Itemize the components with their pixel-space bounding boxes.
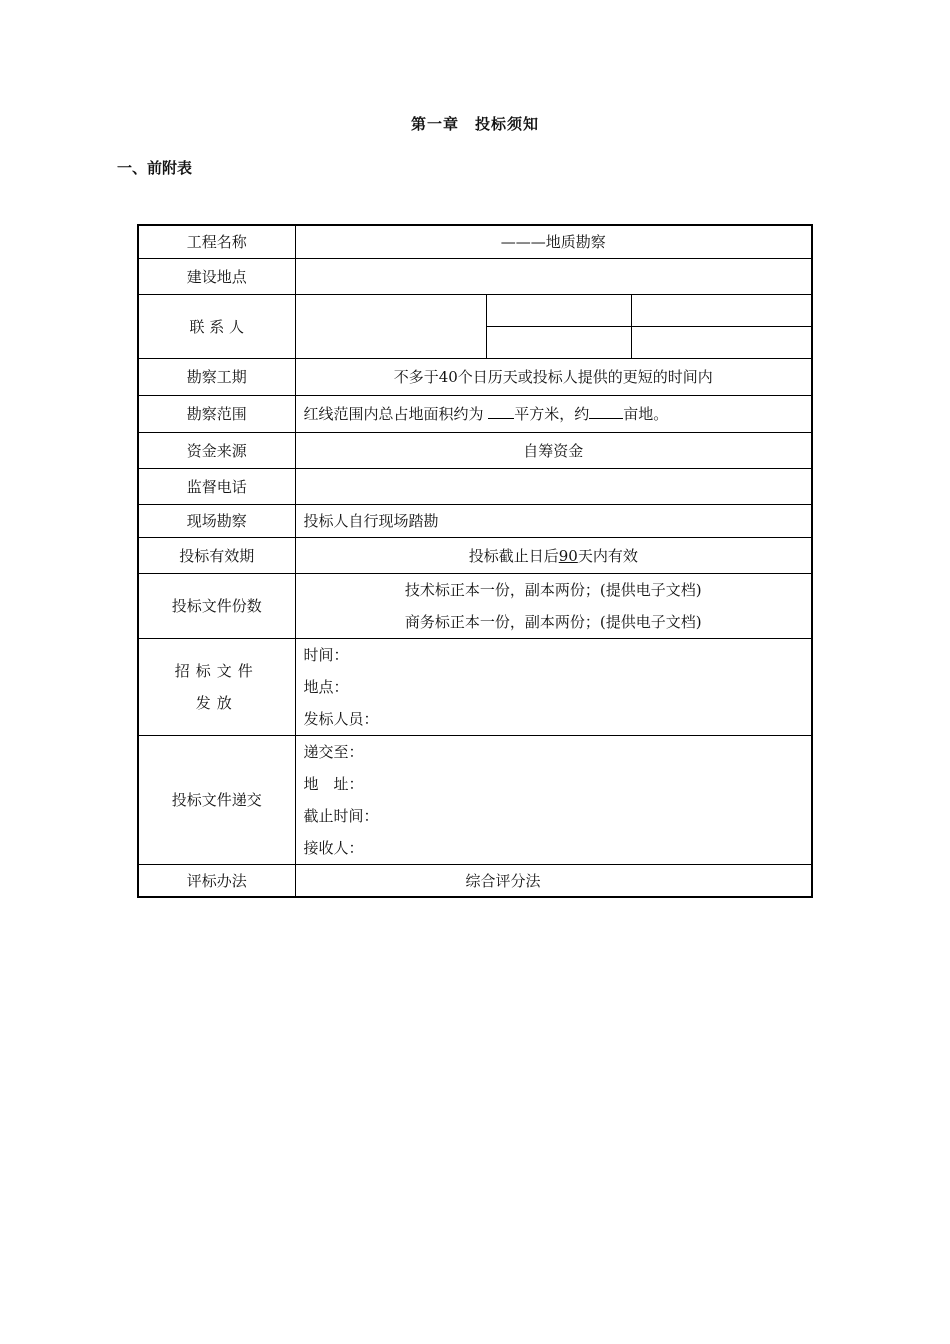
contact-cell-5: [631, 326, 812, 358]
label-location: 建设地点: [138, 258, 295, 294]
label-distribution-line1: 招标文件: [174, 661, 259, 680]
scope-prefix: 红线范围内总占地面积约为: [303, 405, 489, 423]
distribution-place: 地点：: [303, 677, 349, 696]
row-funding: [138, 432, 812, 468]
submission-address: 地 址：: [303, 774, 364, 793]
row-site-visit: [138, 504, 812, 537]
contact-cell-4: [486, 326, 631, 358]
submission-receiver: 接收人：: [303, 838, 364, 857]
value-validity: [295, 537, 812, 573]
value-evaluation: [295, 864, 812, 897]
label-submission: 投标文件递交: [138, 735, 295, 864]
row-scope: [138, 395, 812, 432]
label-project-name: 工程名称: [138, 225, 295, 258]
label-distribution-line2: 发放: [195, 693, 238, 712]
contact-cell-1: [295, 294, 486, 358]
label-scope: 勘察范围: [138, 395, 295, 432]
scope-suffix: 亩地。: [623, 405, 669, 423]
label-supervision-phone: 监督电话: [138, 468, 295, 504]
row-supervision-phone: [138, 468, 812, 504]
row-contact: [138, 294, 812, 326]
validity-days: 90: [558, 546, 578, 565]
label-period: 勘察工期: [138, 358, 295, 395]
validity-prefix: 投标截止日后: [468, 546, 559, 565]
value-scope: [295, 395, 812, 432]
value-distribution: [295, 638, 812, 735]
row-validity: [138, 537, 812, 573]
contact-cell-2: [486, 294, 631, 326]
submission-to: 递交至：: [303, 742, 364, 761]
value-funding: 自筹资金: [295, 432, 812, 468]
label-validity: 投标有效期: [138, 537, 295, 573]
row-location: [138, 258, 812, 294]
label-distribution: [138, 638, 295, 735]
value-submission: [295, 735, 812, 864]
label-site-visit: 现场勘察: [138, 504, 295, 537]
value-site-visit: 投标人自行现场踏勘: [295, 504, 812, 537]
evaluation-method: 综合评分法: [465, 871, 541, 890]
copies-commercial: 商务标正本一份，副本两份；(提供电子文档): [404, 612, 702, 631]
value-location: [295, 258, 812, 294]
row-submission: [138, 735, 812, 864]
row-copies: [138, 573, 812, 638]
copies-technical: 技术标正本一份，副本两份；(提供电子文档): [404, 580, 702, 599]
value-supervision-phone: [295, 468, 812, 504]
distribution-time: 时间：: [303, 645, 349, 664]
value-period: 不多于40个日历天或投标人提供的更短的时间内: [295, 358, 812, 395]
submission-deadline: 截止时间：: [303, 806, 379, 825]
contact-cell-3: [631, 294, 812, 326]
row-distribution: [138, 638, 812, 735]
value-copies: [295, 573, 812, 638]
row-evaluation: [138, 864, 812, 897]
row-project-name: [138, 225, 812, 258]
validity-suffix: 天内有效: [577, 546, 638, 565]
value-project-name: ———地质勘察: [295, 225, 812, 258]
section-title: 一、前附表: [117, 159, 193, 177]
distribution-staff: 发标人员：: [303, 709, 379, 728]
label-copies: 投标文件份数: [138, 573, 295, 638]
area-blank: [488, 404, 514, 419]
chapter-title: 第一章 投标须知: [410, 115, 539, 133]
label-contact: 联 系 人: [138, 294, 295, 358]
label-funding: 资金来源: [138, 432, 295, 468]
label-evaluation: 评标办法: [138, 864, 295, 897]
mu-blank: [589, 404, 623, 419]
scope-mid: 平方米，约: [514, 405, 590, 423]
bid-info-table: [137, 224, 813, 898]
row-period: [138, 358, 812, 395]
